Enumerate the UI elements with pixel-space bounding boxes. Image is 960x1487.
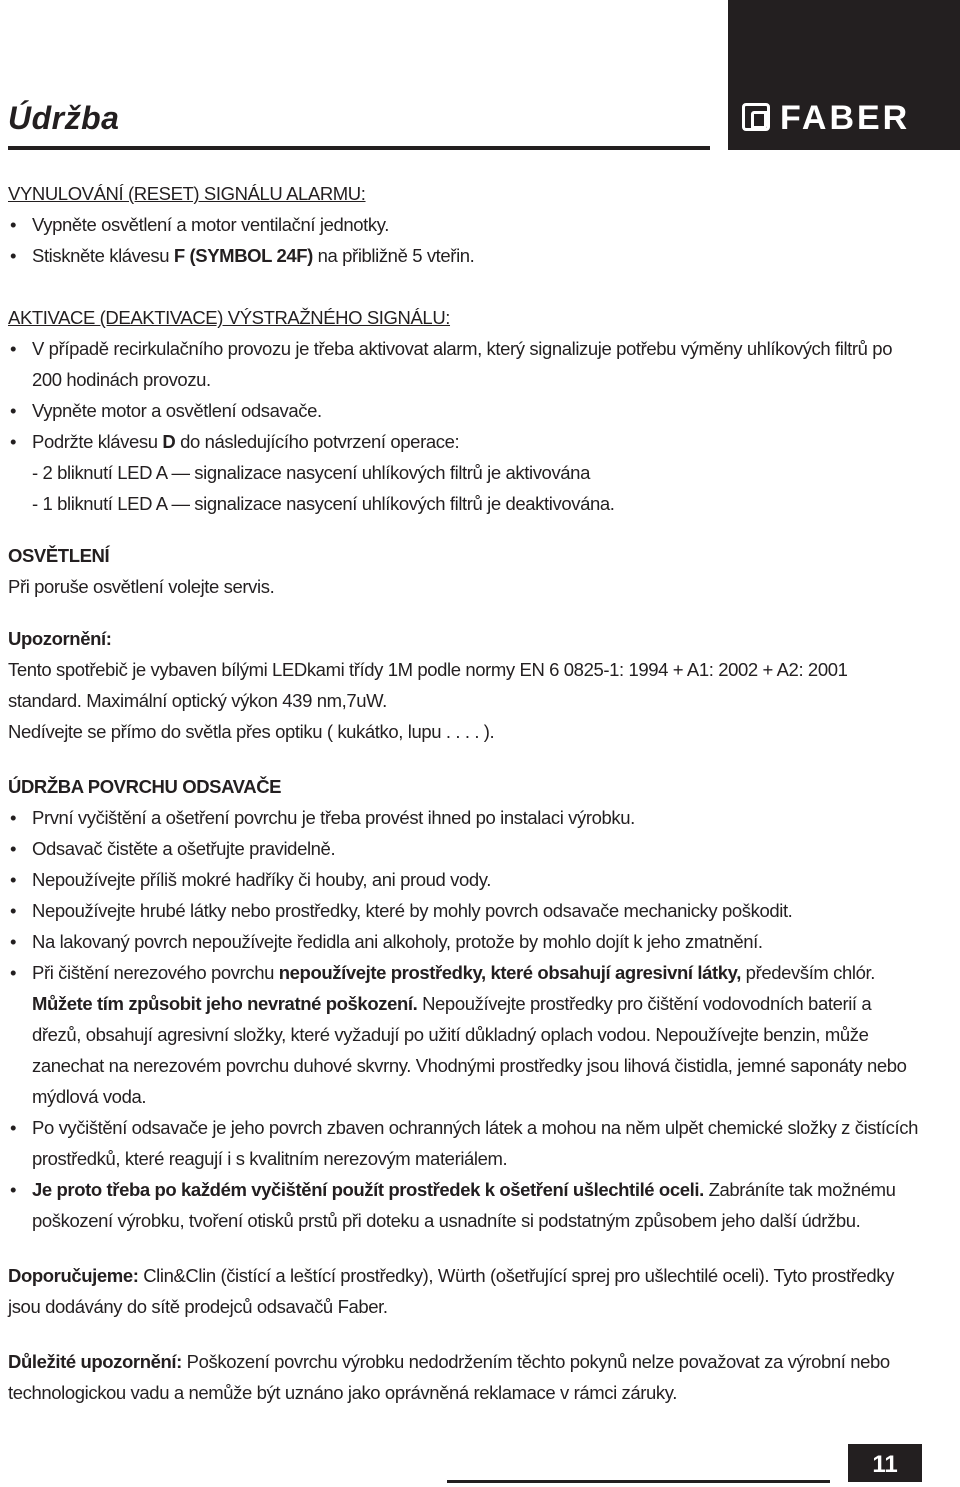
surface-item-6-text-c: Nepoužívejte prostředky pro čištění vodovodních baterií a dřezů, obsahují agresivní složky, které vyžadují po užití důkladný oplach vodou. Nepoužívejte benzin, může zanechat na nerezovém povrchu duhové skvrny. Vhodnými prostředky jsou lihová čistidla, jemné saponáty nebo mýdlová voda. bbox=[32, 993, 907, 1107]
activation-item-3-text-a: Podržte klávesu bbox=[32, 431, 163, 452]
important-paragraph bbox=[8, 1346, 923, 1408]
warning-text-1: Tento spotřebič je vybaven bílými LEDkami třídy 1M podle normy EN 6 0825-1: 1994 + A1: 2002 + A2: 2001 standard. Maximální optický výkon 439 nm,7uW. bbox=[8, 659, 848, 711]
activation-led-line-a: - 2 bliknutí LED A — signalizace nasycení uhlíkových filtrů je aktivována bbox=[32, 462, 590, 483]
surface-item-7: • Po vyčištění odsavače je jeho povrch zbaven ochranných látek a mohou na něm ulpět chemické složky z čistících prostředků, které reagují i s kvalitním nerezovým materiálem. bbox=[8, 1112, 923, 1174]
activation-led-line-b: - 1 bliknutí LED A — signalizace nasycení uhlíkových filtrů je deaktivována. bbox=[32, 493, 615, 514]
lighting-heading: OSVĚTLENÍ bbox=[8, 545, 110, 566]
surface-item-6-bold-b: Můžete tím způsobit jeho nevratné poškození. bbox=[32, 993, 418, 1014]
surface-item-4: • Nepoužívejte hrubé látky nebo prostředky, které by mohly povrch odsavače mechanicky poškodit. bbox=[8, 895, 923, 926]
reset-heading: VYNULOVÁNÍ (RESET) SIGNÁLU ALARMU: bbox=[8, 183, 366, 204]
reset-item-2-text-b: na přibližně 5 vteřin. bbox=[312, 245, 475, 266]
surface-heading: ÚDRŽBA POVRCHU ODSAVAČE bbox=[8, 776, 282, 797]
footer-divider bbox=[447, 1480, 830, 1483]
surface-item-8-bold: Je proto třeba po každém vyčištění použít prostředek k ošetření ušlechtilé oceli. bbox=[32, 1179, 704, 1200]
recommend-label: Doporučujeme: bbox=[8, 1265, 139, 1286]
surface-item-6-bold-a: nepoužívejte prostředky, které obsahují agresivní látky, bbox=[278, 962, 741, 983]
surface-item-5: • Na lakovaný povrch nepoužívejte ředidla ani alkoholy, protože by mohlo dojít k jeho zmatnění. bbox=[8, 926, 923, 957]
title-divider bbox=[8, 146, 710, 150]
recommend-paragraph bbox=[8, 1260, 923, 1322]
warning-text-2: Nedívejte se přímo do světla přes optiku ( kukátko, lupu . . . . ). bbox=[8, 721, 495, 742]
page-title: Údržba bbox=[8, 100, 120, 136]
page-content bbox=[8, 178, 923, 1408]
activation-item-3-text-b: do následujícího potvrzení operace: bbox=[175, 431, 460, 452]
warning-heading: Upozornění: bbox=[8, 628, 112, 649]
page-number: 11 bbox=[848, 1444, 922, 1482]
reset-item-2-text-a: Stiskněte klávesu bbox=[32, 245, 174, 266]
important-label: Důležité upozornění: bbox=[8, 1351, 182, 1372]
activation-heading: AKTIVACE (DEAKTIVACE) VÝSTRAŽNÉHO SIGNÁLU: bbox=[8, 307, 451, 328]
surface-item-1: • První vyčištění a ošetření povrchu je třeba provést ihned po instalaci výrobku. bbox=[8, 802, 923, 833]
reset-item-2-key: F (SYMBOL 24F) bbox=[173, 245, 313, 266]
surface-item-6 bbox=[8, 957, 923, 1112]
surface-item-8 bbox=[8, 1174, 923, 1236]
surface-item-8-text: Zabráníte tak možnému poškození výrobku, tvoření otisků prstů při doteku a usnadníte si podstatným způsobem jeho další údržbu. bbox=[32, 1179, 896, 1231]
brand-logo-text: FABER bbox=[780, 99, 911, 137]
reset-item-1: • Vypněte osvětlení a motor ventilační jednotky. bbox=[8, 209, 923, 240]
surface-item-2: • Odsavač čistěte a ošetřujte pravidelně. bbox=[8, 833, 923, 864]
recommend-text: Clin&Clin (čistící a leštící prostředky), Würth (ošetřující sprej pro ušlechtilé oceli). Tyto prostředky jsou dodávány do sítě prodejců odsavačů Faber. bbox=[8, 1265, 894, 1317]
reset-item-2 bbox=[8, 240, 923, 271]
surface-item-6-text-a: Při čištění nerezového povrchu bbox=[32, 962, 279, 983]
faber-logo-icon bbox=[742, 103, 770, 131]
activation-item-2: • Vypněte motor a osvětlení odsavače. bbox=[8, 395, 923, 426]
surface-item-6-text-b: především chlór. bbox=[740, 962, 876, 983]
activation-item-1: • V případě recirkulačního provozu je třeba aktivovat alarm, který signalizuje potřebu výměny uhlíkových filtrů po 200 hodinách provozu. bbox=[8, 333, 923, 395]
surface-item-3: • Nepoužívejte příliš mokré hadříky či houby, ani proud vody. bbox=[8, 864, 923, 895]
lighting-text: Při poruše osvětlení volejte servis. bbox=[8, 576, 275, 597]
activation-item-3 bbox=[8, 426, 923, 457]
important-text: Poškození povrchu výrobku nedodržením těchto pokynů nelze považovat za výrobní nebo technologickou vadu a nemůže být uznáno jako oprávněná reklamace v rámci záruky. bbox=[8, 1351, 890, 1403]
activation-item-3-key: D bbox=[162, 431, 176, 452]
